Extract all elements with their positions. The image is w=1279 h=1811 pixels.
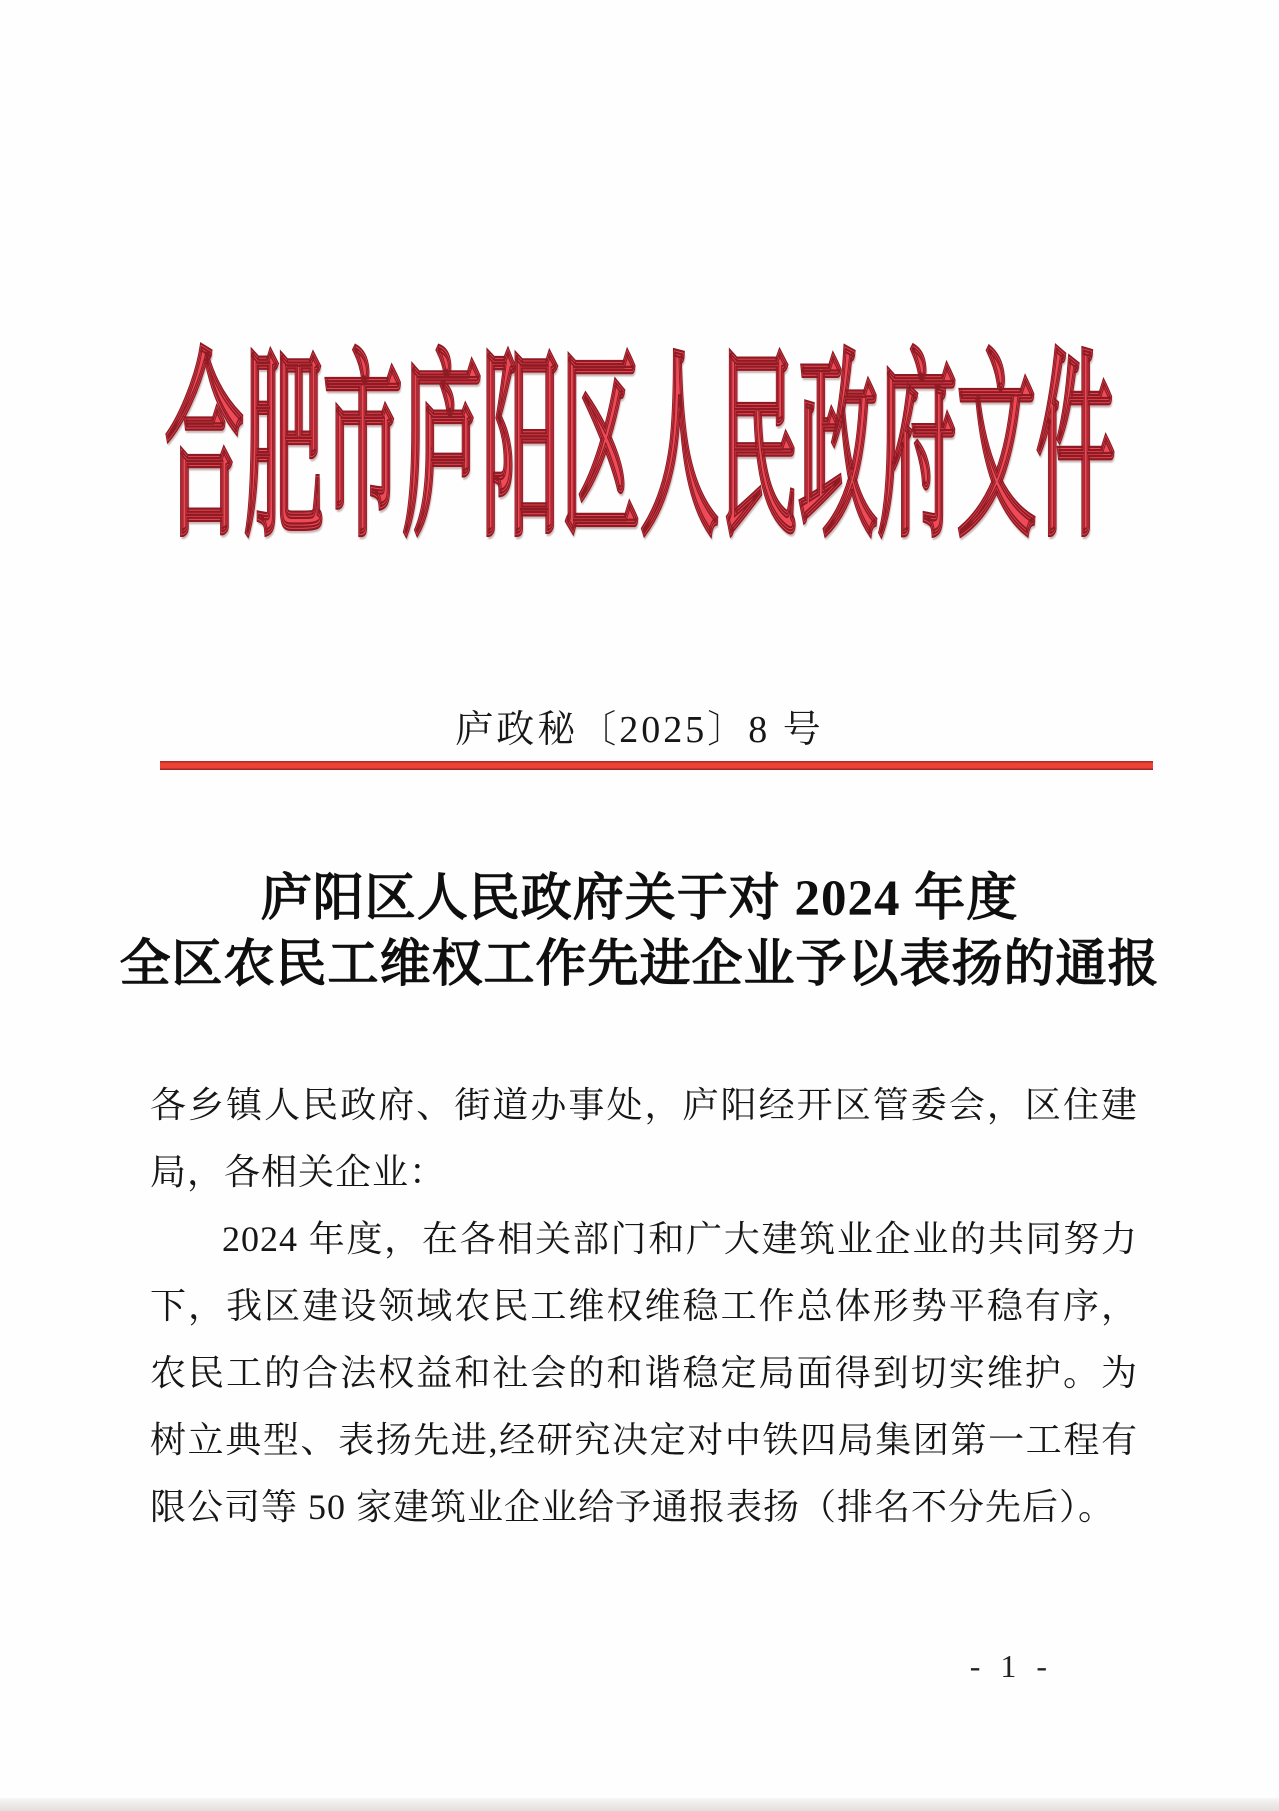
red-separator-rule [160, 761, 1153, 770]
document-number: 庐政秘〔2025〕8 号 [455, 709, 824, 751]
body-paragraph: 2024 年度，在各相关部门和广大建筑业企业的共同努力下，我区建设领域农民工维权维稳工作总体形势平稳有序，农民工的合法权益和社会的和谐稳定局面得到切实维护。为树立典型、表扬先进,经研究决定对中铁四局集团第一工程有限公司等 50 家建筑业企业给予通报表扬（排名不分先后）。 [150, 1219, 1138, 1527]
masthead-title: 合肥市庐阳区人民政府文件 [164, 338, 1115, 561]
scan-bottom-edge [0, 1798, 1279, 1811]
document-title-line2: 全区农民工维权工作先进企业予以表扬的通报 [119, 937, 1160, 993]
page-number: - 1 - [969, 1648, 1053, 1684]
document-body [150, 1072, 1138, 1541]
document-title-line1: 庐阳区人民政府关于对 2024 年度 [260, 871, 1019, 927]
salutation-line: 各乡镇人民政府、街道办事处，庐阳经开区管委会，区住建局，各相关企业： [150, 1085, 1138, 1192]
red-masthead [0, 330, 1279, 570]
document-title [70, 866, 1209, 998]
